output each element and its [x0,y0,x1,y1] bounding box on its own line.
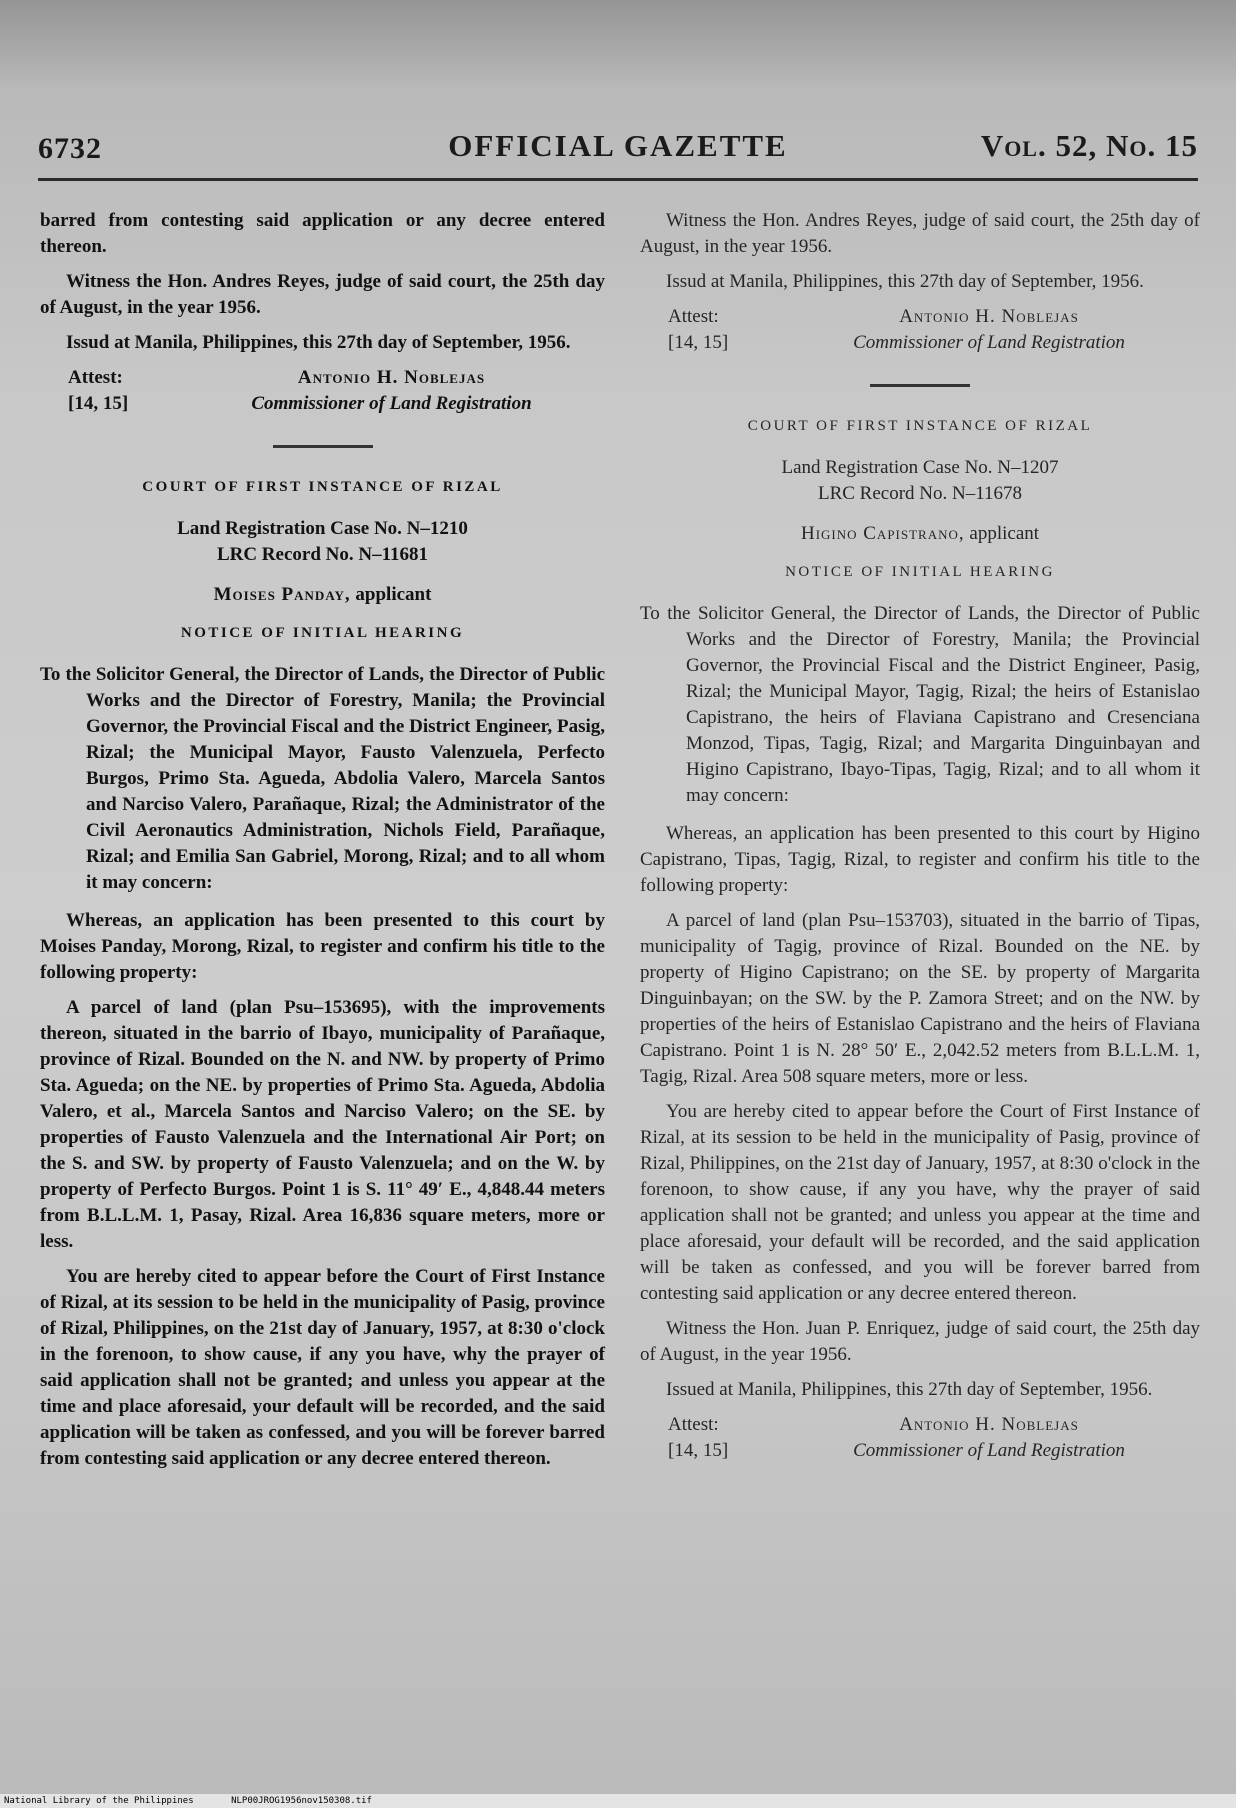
signatory-name: Antonio H. Noblejas [297,367,486,388]
signatory-name: Antonio H. Noblejas [899,1414,1079,1435]
attest-label: Attest: [68,367,123,388]
attest-ref: [14, 15] [668,1440,729,1461]
court-heading: COURT OF FIRST INSTANCE OF RIZAL [142,479,503,495]
attest-block-2 [668,1412,1200,1464]
attest-block [68,365,605,417]
whereas-paragraph: Whereas, an application has been presented to this court by Higino Capistrano, Tipas, Tagig, Rizal, to register and confirm his title to the following property: [640,823,1200,896]
volume-number: Vol. 52, No. 15 [980,128,1198,163]
gazette-title: OFFICIAL GAZETTE [448,128,788,163]
applicant-name: Moises Panday, [213,584,351,605]
court-heading: COURT OF FIRST INSTANCE OF RIZAL [747,418,1093,434]
signatory-title: Commissioner of Land Registration [853,332,1125,353]
cited-paragraph: You are hereby cited to appear before the Court of First Instance of Rizal, at its session to be held in the municipality of Pasig, province of Rizal, Philippines, on the 21st day of January, 1957, at 8:30 o'clock in the forenoon, to show cause, if any you have, why the prayer of said application shall not be granted; and unless you appear at the time and place aforesaid, your default will be recorded, and the said application will be taken as confessed, and you will be forever barred from contesting said application or any decree entered thereon. [40,1266,605,1469]
right-column [640,208,1200,1464]
page-number: 6732 [38,132,102,165]
signatory-title: Commissioner of Land Registration [251,393,532,414]
section-divider [870,384,970,387]
header-rule [38,178,1198,181]
signatory-name: Antonio H. Noblejas [899,306,1079,327]
attest-ref: [14, 15] [668,332,729,353]
witness-paragraph: Witness the Hon. Andres Reyes, judge of said court, the 25th day of August, in the year 1956. [40,271,605,318]
applicant-suffix: applicant [355,584,432,605]
witness-paragraph: Witness the Hon. Andres Reyes, judge of said court, the 25th day of August, in the year 1956. [640,210,1200,257]
attest-label: Attest: [668,306,719,327]
section-divider [273,445,373,448]
applicant-line [40,582,605,608]
parcel-paragraph: A parcel of land (plan Psu–153695), with the improvements thereon, situated in the barrio of Ibayo, municipality of Parañaque, province of Rizal. Bounded on the N. and NW. by property of Primo Sta. Agueda; on the NE. by properties of Primo Sta. Agueda, Abdolia Valero, et al., Marcela Santos and Narciso Valero; on the SE. by properties of Fausto Valenzuela and the International Air Port; on the S. and SW. by property of Fausto Valenzuela; and on the W. by property of Perfecto Burgos. Point 1 is S. 11° 49′ E., 4,848.44 meters from B.L.L.M. 1, Pasay, Rizal. Area 16,836 square meters, more or less. [40,997,605,1252]
notice-heading: NOTICE OF INITIAL HEARING [180,625,465,641]
issued-paragraph: Issud at Manila, Philippines, this 27th day of September, 1956. [66,332,571,353]
file-name: NLP00JROG1956nov150308.tif [231,1796,372,1806]
case-numbers [640,455,1200,507]
witness-paragraph-2: Witness the Hon. Juan P. Enriquez, judge of said court, the 25th day of August, in the year 1956. [640,1318,1200,1365]
attest-label: Attest: [668,1414,719,1435]
issued-paragraph-2: Issued at Manila, Philippines, this 27th day of September, 1956. [666,1379,1153,1400]
signatory-title: Commissioner of Land Registration [853,1440,1125,1461]
applicant-line [640,521,1200,547]
attest-block [668,304,1200,356]
case-numbers [40,516,605,568]
parcel-paragraph: A parcel of land (plan Psu–153703), situated in the barrio of Tipas, municipality of Tagig, province of Rizal. Bounded on the NE. by property of Higino Capistrano; on the SE. by property of Margarita Dinguinbayan; on the SW. by the P. Zamora Street; and on the NW. by properties of the heirs of Estanislao Capistrano and the heirs of Flaviana Capistrano. Point 1 is N. 28° 50′ E., 2,042.52 meters from B.L.L.M. 1, Tagig, Rizal. Area 508 square meters, more or less. [640,910,1200,1087]
addressees: To the Solicitor General, the Director of Lands, the Director of Public Works and the Director of Forestry, Manila; the Provincial Governor, the Provincial Fiscal and the District Engineer, Pasig, Rizal; the Municipal Mayor, Fausto Valenzuela, Perfecto Burgos, Primo Sta. Agueda, Abdolia Valero, Marcela Santos and Narciso Valero, Parañaque, Rizal; the Administrator of the Civil Aeronautics Administration, Nichols Field, Parañaque, Rizal; and Emilia San Gabriel, Morong, Rizal; and to all whom it may concern: [40,664,605,893]
library-credit: National Library of the Philippines [4,1796,194,1806]
addressees: To the Solicitor General, the Director of Lands, the Director of Public Works and the Director of Forestry, Manila; the Provincial Governor, the Provincial Fiscal and the District Engineer, Pasig, Rizal; the Municipal Mayor, Tagig, Rizal; the heirs of Estanislao Capistrano, the heirs of Flaviana Capistrano and Cresenciana Monzod, Tipas, Tagig, Rizal; and Margarita Dinguinbayan and Higino Capistrano, Ibayo-Tipas, Tagig, Rizal; and to all whom it may concern: [640,603,1200,806]
case-number: Land Registration Case No. N–1210 [177,518,468,539]
notice-heading: NOTICE OF INITIAL HEARING [785,564,1055,580]
lrc-record: LRC Record No. N–11678 [817,483,1023,504]
applicant-name: Higino Capistrano, [800,523,965,544]
case-number: Land Registration Case No. N–1207 [781,457,1059,478]
issued-paragraph: Issud at Manila, Philippines, this 27th day of September, 1956. [666,271,1144,292]
applicant-suffix: applicant [969,523,1040,544]
attest-ref: [14, 15] [68,393,129,414]
cited-paragraph: You are hereby cited to appear before the Court of First Instance of Rizal, at its session to be held in the municipality of Pasig, province of Rizal, Philippines, on the 21st day of January, 1957, at 8:30 o'clock in the forenoon, to show cause, if any you have, why the prayer of said application shall not be granted; and unless you appear at the time and place aforesaid, your default will be recorded, and the said application will be taken as confessed, and you will be forever barred from contesting said application or any decree entered thereon. [640,1101,1200,1304]
scan-footer [0,1794,1236,1808]
continued-text: barred from contesting said application or any decree entered thereon. [40,210,605,257]
lrc-record: LRC Record No. N–11681 [216,544,429,565]
whereas-paragraph: Whereas, an application has been presented to this court by Moises Panday, Morong, Rizal, to register and confirm his title to the following property: [40,910,605,983]
page-header [38,128,1198,172]
left-column [40,208,605,1481]
